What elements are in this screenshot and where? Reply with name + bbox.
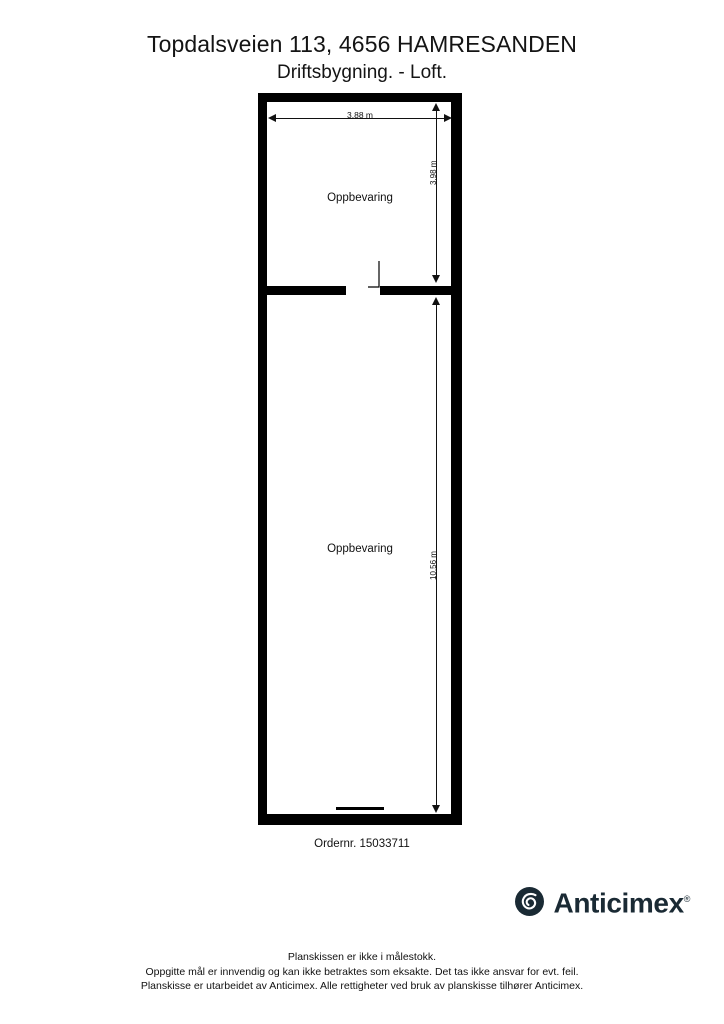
wall-top <box>258 93 462 102</box>
footer-line-3: Planskisse er utarbeidet av Anticimex. Alle rettigheter ved bruk av planskisse tilhører Anticimex. <box>140 980 584 992</box>
registered-trademark-icon: ® <box>683 894 690 904</box>
dimension-line-upper <box>436 107 437 279</box>
dimension-arrow-up-icon <box>432 103 440 111</box>
dimension-arrow-down-icon <box>432 275 440 283</box>
footer-line-1: Planskissen er ikke i målestokk. <box>287 951 437 963</box>
dimension-label-width: 3.88 m <box>347 110 373 120</box>
order-number: Ordernr. 15033711 <box>314 838 410 850</box>
page-subtitle: Driftsbygning. - Loft. <box>276 62 448 83</box>
window-icon <box>336 807 384 810</box>
anticimex-wordmark: Anticimex® <box>553 887 690 919</box>
door-icon <box>368 261 380 288</box>
footer-line-2: Oppgitte mål er innvendig og kan ikke betraktes som eksakte. Det tas ikke ansvar for evt. feil. <box>145 965 579 978</box>
room-label-lower: Oppbevaring <box>327 543 393 555</box>
page-title: Topdalsveien 113, 4656 HAMRESANDEN <box>147 31 577 57</box>
anticimex-logo <box>514 884 690 918</box>
dimension-arrow-up-icon-lower <box>432 297 440 305</box>
room-label-upper: Oppbevaring <box>327 192 393 204</box>
dimension-label-upper-height: 3.98 m <box>429 160 438 185</box>
floorplan-drawing <box>258 93 462 825</box>
dimension-arrow-down-icon-lower <box>432 805 440 813</box>
dimension-label-lower-height: 10.56 m <box>429 551 438 580</box>
page-header <box>0 30 724 86</box>
anticimex-spiral-icon <box>514 886 545 917</box>
wall-bottom <box>258 814 462 825</box>
footer-disclaimer <box>0 950 724 994</box>
